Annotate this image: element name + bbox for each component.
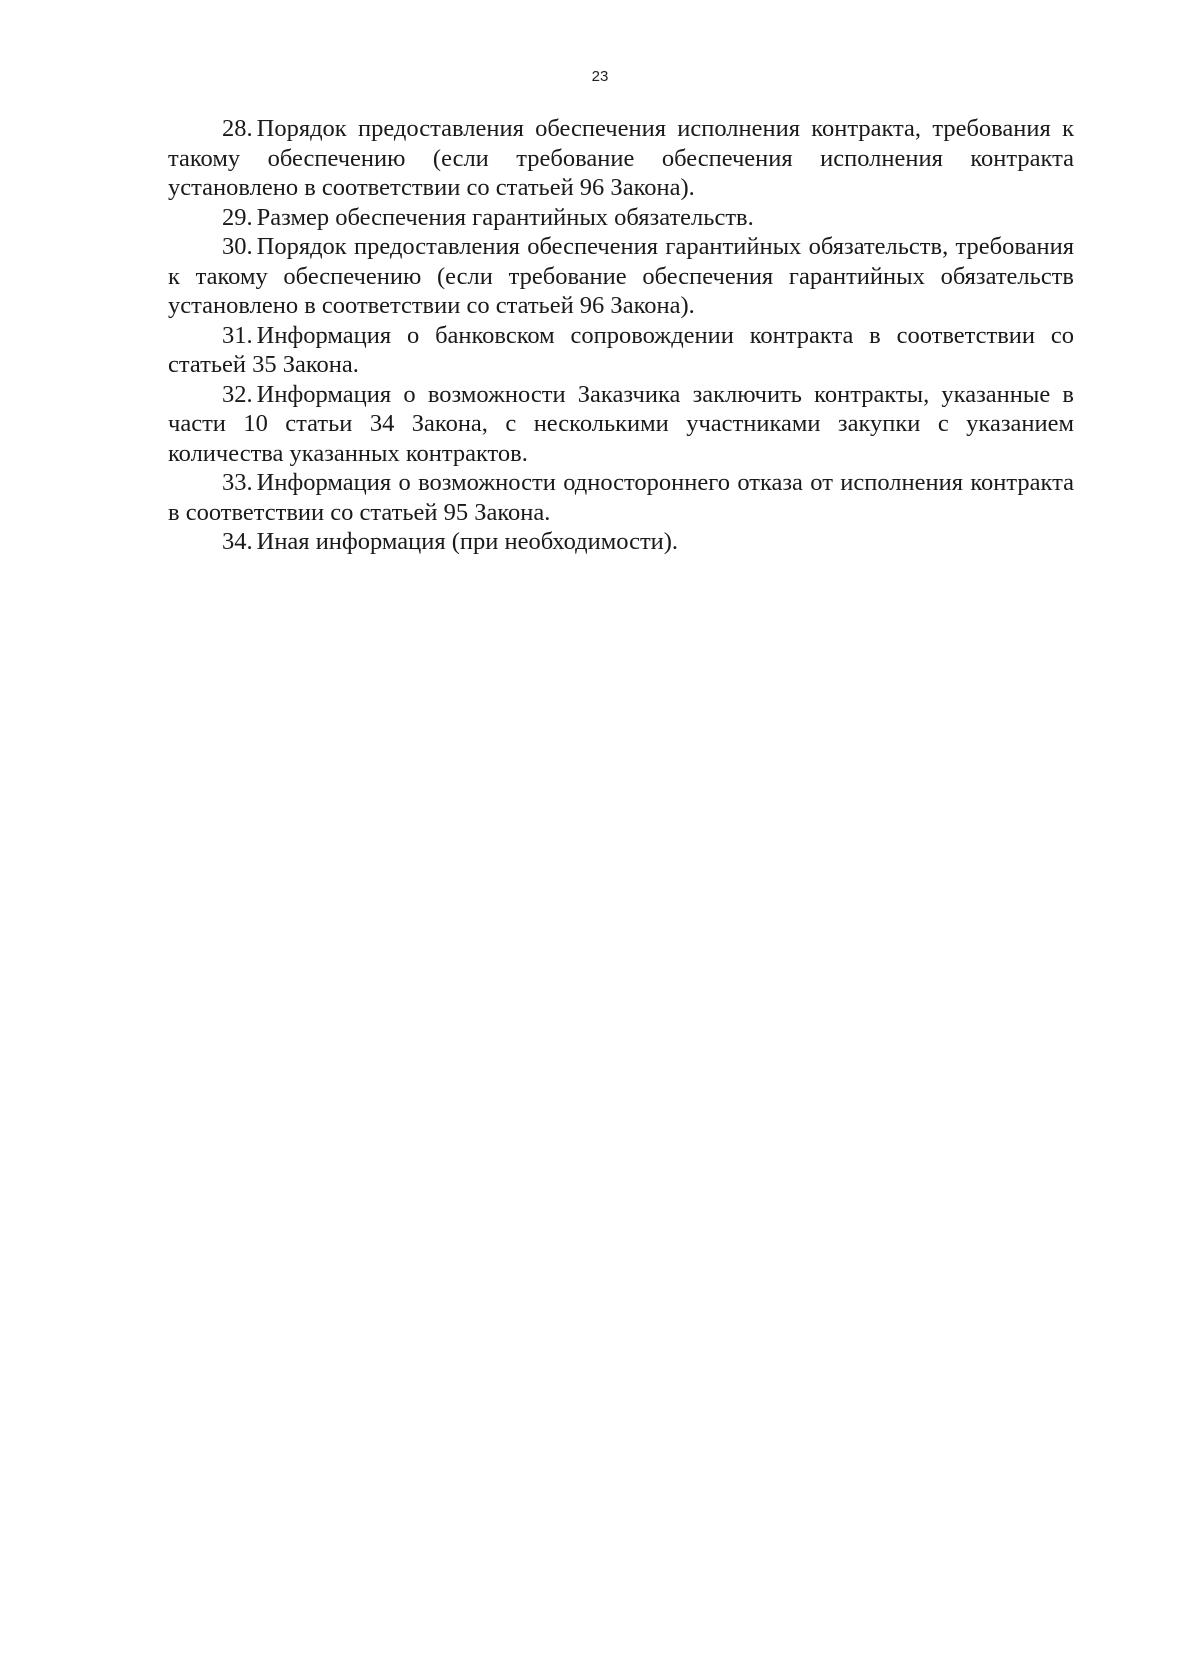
list-item-29 (168, 203, 1074, 233)
item-text: Иная информация (при необходимости). (256, 528, 679, 555)
item-number: 33. (222, 469, 253, 496)
item-number: 31. (222, 321, 253, 349)
item-number: 28. (222, 115, 253, 142)
item-number: 30. (222, 233, 253, 260)
list-item-34 (168, 527, 1074, 557)
item-number: 34. (222, 528, 253, 555)
list-item-33 (168, 468, 1074, 527)
item-text: Порядок предоставления обеспечения гарантийных обязательств, требования к такому обеспечению (если требование обеспечения гарантийных обязательств установлено в соответствии со статьей 96 Закона). (168, 233, 1074, 319)
item-text: Размер обеспечения гарантийных обязательств. (256, 203, 754, 231)
page-number: 23 (591, 68, 609, 85)
list-item-31 (168, 321, 1074, 380)
item-number: 32. (222, 380, 253, 408)
list-item-30 (168, 232, 1074, 321)
item-text: Информация о возможности Заказчика заключить контракты, указанные в части 10 статьи 34 Закона, с несколькими участниками закупки с указанием количества указанных контрактов. (168, 380, 1074, 467)
item-text: Информация о банковском сопровождении контракта в соответствии со статьей 35 Закона. (168, 321, 1074, 378)
list-item-28 (168, 114, 1074, 203)
list-item-32 (168, 380, 1074, 469)
item-text: Информация о возможности одностороннего отказа от исполнения контракта в соответствии со статьей 95 Закона. (168, 469, 1074, 526)
document-body (168, 114, 1074, 557)
item-text: Порядок предоставления обеспечения исполнения контракта, требования к такому обеспечению (если требование обеспечения исполнения контракта установлено в соответствии со статьей 96 Закона). (168, 115, 1074, 201)
item-number: 29. (222, 203, 253, 231)
